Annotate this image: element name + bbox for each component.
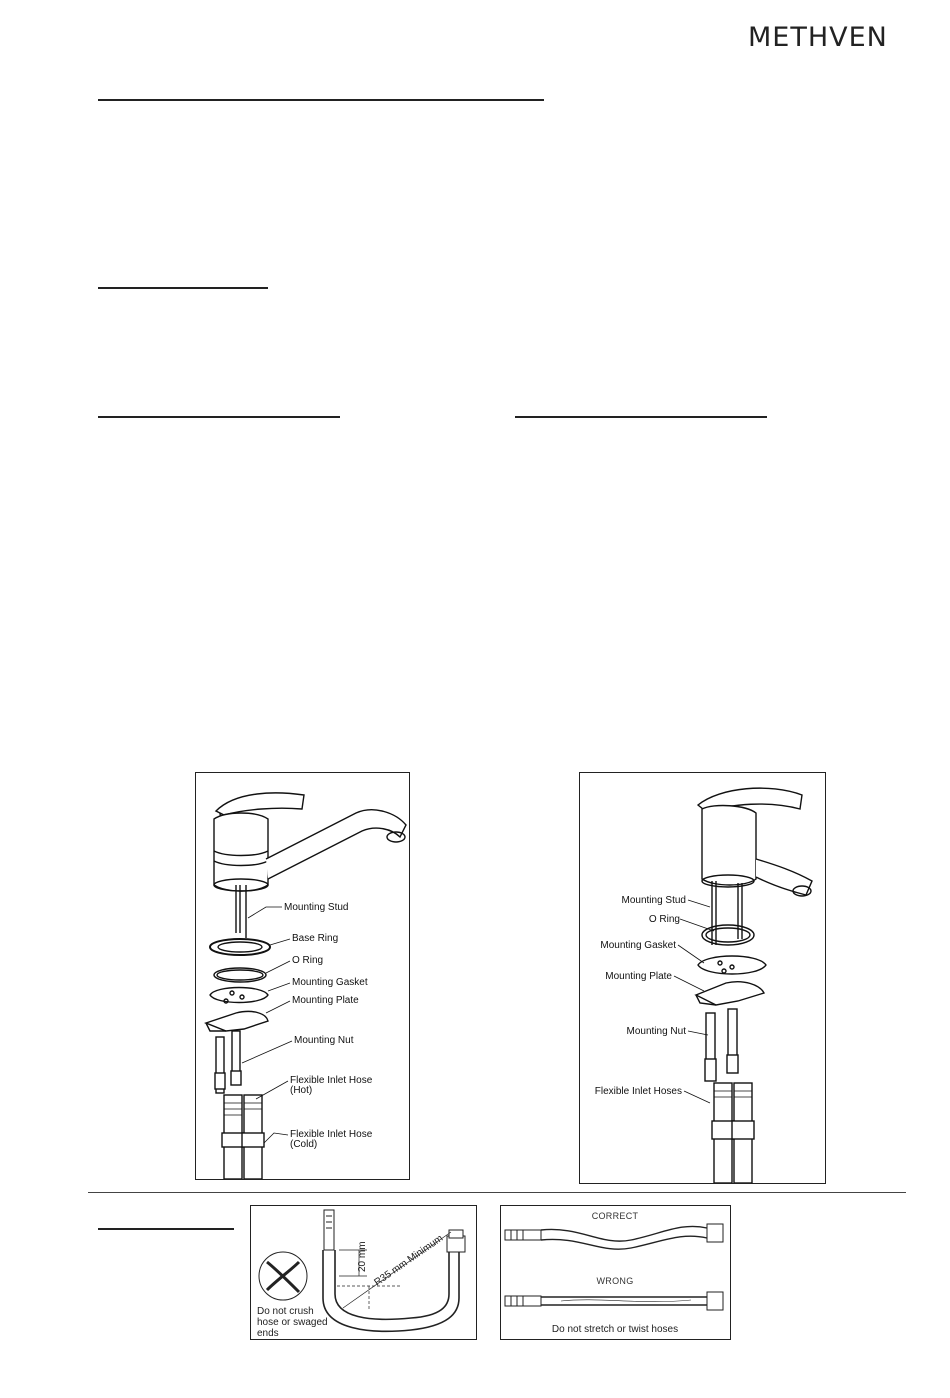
label-mounting-nut: Mounting Nut (294, 1035, 354, 1046)
basin-mixer-drawing (580, 773, 825, 1183)
label-wrong: WRONG (596, 1276, 634, 1286)
label-mounting-stud: Mounting Stud (621, 895, 686, 906)
label-mounting-nut: Mounting Nut (626, 1026, 686, 1037)
label-hose-cold-line2: (Cold) (290, 1139, 318, 1150)
label-hose-cold-line1: Flexible Inlet Hose (290, 1129, 373, 1140)
methven-logo: METHVEN (748, 22, 888, 53)
dim-20mm: 20 mm (357, 1241, 368, 1272)
diagram-basin-mixer (579, 772, 826, 1184)
label-mounting-gasket: Mounting Gasket (600, 940, 676, 951)
label-hose-hot-line1: Flexible Inlet Hose (290, 1075, 373, 1086)
heading-rule-2 (98, 287, 268, 289)
note-crush-line3: ends (257, 1328, 279, 1339)
dim-r35-minimum: R35 mm Minimum (372, 1232, 446, 1289)
label-o-ring: O Ring (648, 914, 680, 925)
sink-mixer-drawing (196, 773, 409, 1179)
hose-bend-drawing (251, 1206, 476, 1339)
label-hose-hot-line2: (Hot) (290, 1085, 313, 1096)
label-o-ring: O Ring (292, 955, 324, 966)
label-mounting-stud: Mounting Stud (284, 902, 349, 913)
note-crush-line1: Do not crush (257, 1306, 314, 1317)
label-mounting-plate: Mounting Plate (605, 971, 672, 982)
heading-rule-5 (98, 1228, 234, 1230)
diagram-hose-bend-radius (250, 1205, 477, 1340)
label-correct: CORRECT (591, 1211, 639, 1221)
label-flexible-inlet-hoses: Flexible Inlet Hoses (594, 1086, 682, 1097)
label-mounting-gasket: Mounting Gasket (292, 977, 368, 988)
section-divider (88, 1192, 906, 1193)
note-stretch-twist: Do not stretch or twist hoses (551, 1324, 679, 1335)
heading-rule-1 (98, 99, 544, 101)
label-mounting-plate: Mounting Plate (292, 995, 359, 1006)
diagram-hose-stretch (500, 1205, 731, 1340)
note-crush-line2: hose or swaged (257, 1317, 328, 1328)
heading-rule-4 (515, 416, 767, 418)
diagram-sink-mixer (195, 772, 410, 1180)
heading-rule-3 (98, 416, 340, 418)
label-base-ring: Base Ring (292, 933, 339, 944)
hose-stretch-drawing (501, 1206, 730, 1339)
